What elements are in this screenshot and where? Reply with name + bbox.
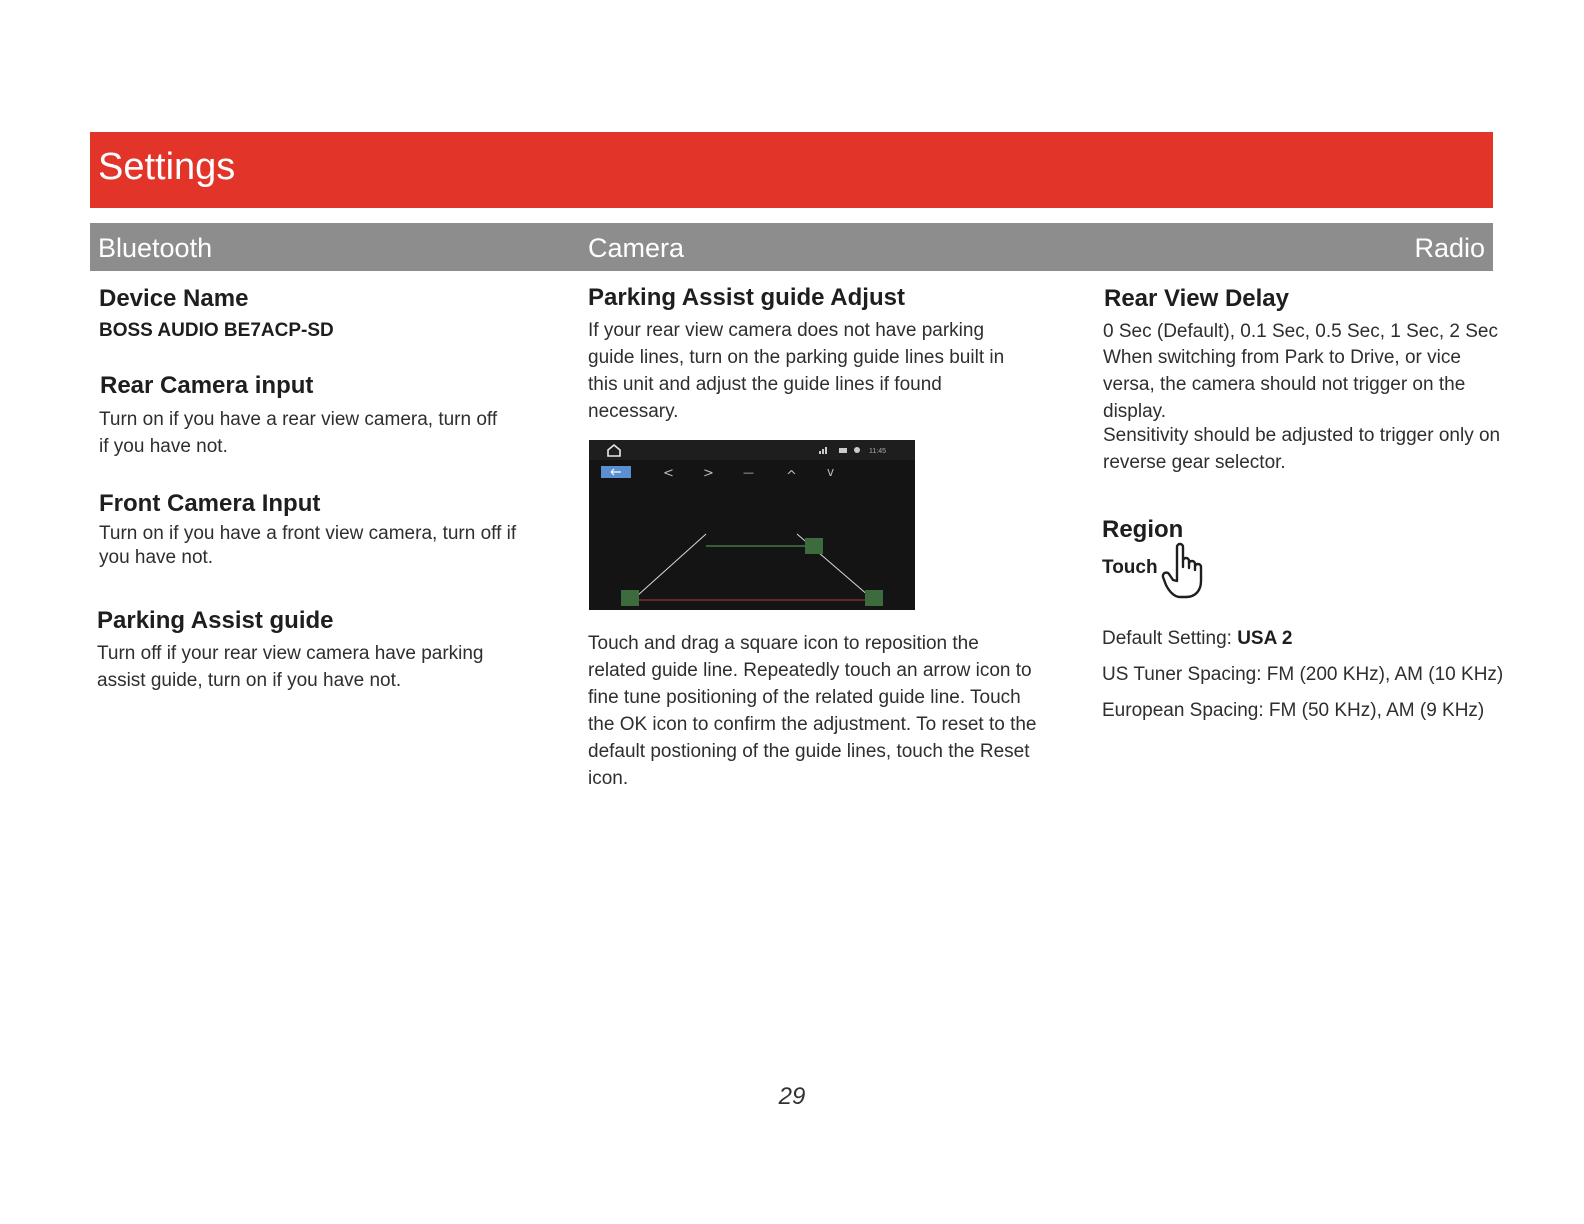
rear-camera-heading: Rear Camera input [100, 372, 314, 399]
arrow-left-icon[interactable]: < [663, 466, 674, 481]
front-camera-heading: Front Camera Input [99, 490, 321, 517]
page-number: 29 [778, 1083, 806, 1110]
arrow-right-icon[interactable]: > [703, 466, 714, 481]
default-setting-line [1102, 628, 1292, 650]
rear-view-delay-options: 0 Sec (Default), 0.1 Sec, 0.5 Sec, 1 Sec, 2 Sec [1103, 321, 1498, 342]
section-camera-label: Camera [588, 233, 685, 263]
parking-adjust-instructions: Touch and drag a square icon to reposition the related guide line. Repeatedly touch an arrow icon to fine tune positioning of the related guide line. Touch the OK icon to confirm the adjustment. To reset to the default postioning of the guide lines, touch the Reset icon. [588, 633, 1037, 789]
section-radio-label: Radio [1414, 233, 1485, 263]
parking-assist-text: Turn off if your rear view camera have parking assist guide, turn on if you have not. [97, 643, 484, 691]
guide-handle-top[interactable] [805, 538, 823, 554]
section-bluetooth-label: Bluetooth [98, 233, 213, 263]
rear-view-delay-text: When switching from Park to Drive, or vice versa, the camera should not trigger on the display. [1103, 347, 1466, 422]
european-spacing: European Spacing: FM (50 KHz), AM (9 KHz) [1102, 700, 1485, 721]
battery-icon [839, 448, 847, 453]
rear-view-delay-sensitivity: Sensitivity should be adjusted to trigger only on reverse gear selector. [1103, 425, 1501, 473]
rear-camera-text: Turn on if you have a rear view camera, turn off if you have not. [99, 409, 498, 457]
default-setting-label: Default Setting: [1102, 628, 1238, 649]
settings-banner [90, 132, 1493, 208]
device-name-heading: Device Name [99, 285, 249, 312]
record-icon [854, 447, 860, 453]
camera-screen-graphic [589, 440, 915, 610]
default-setting-value: USA 2 [1237, 628, 1293, 649]
arrow-up-icon[interactable]: ^ [786, 469, 797, 484]
section-header-bar [90, 223, 1493, 271]
rear-view-delay-heading: Rear View Delay [1104, 285, 1290, 312]
parking-adjust-heading: Parking Assist guide Adjust [588, 284, 905, 311]
front-camera-text: Turn on if you have a front view camera, turn off if you have not. [99, 523, 517, 568]
dash-icon[interactable]: — [743, 466, 754, 479]
device-name-value: BOSS AUDIO BE7ACP-SD [99, 320, 334, 341]
arrow-down-icon[interactable]: v [827, 465, 835, 479]
left-guide-line [637, 534, 706, 596]
region-heading: Region [1102, 516, 1184, 543]
status-time: 11:45 [869, 448, 886, 455]
guide-handle-right[interactable] [865, 590, 883, 606]
camera-screenshot [589, 440, 915, 610]
parking-adjust-intro: If your rear view camera does not have parking guide lines, turn on the parking guide lines built in this unit and adjust the guide lines if found necessary. [588, 320, 1005, 422]
parking-assist-heading: Parking Assist guide [97, 607, 334, 634]
guide-handle-left[interactable] [621, 590, 639, 606]
region-touch-label: Touch [1102, 557, 1158, 578]
us-tuner-spacing: US Tuner Spacing: FM (200 KHz), AM (10 KHz) [1102, 664, 1504, 685]
touch-hand-icon [1160, 541, 1210, 601]
page-title: Settings [98, 146, 236, 188]
status-bar [589, 440, 915, 460]
